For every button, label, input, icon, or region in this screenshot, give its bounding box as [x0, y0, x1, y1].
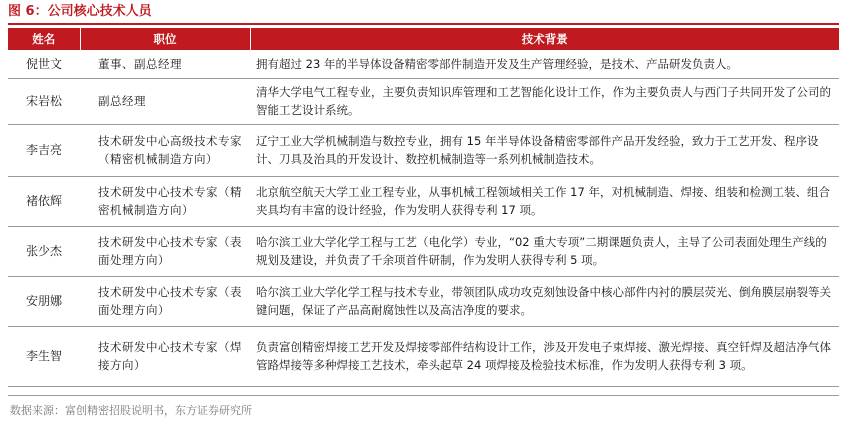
table-row [8, 176, 839, 226]
cell-position: 董事、副总经理 [80, 50, 250, 78]
table-header-row [8, 28, 839, 50]
cell-background: 哈尔滨工业大学化学工程与技术专业，带领团队成功攻克刻蚀设备中核心部件内衬的膜层荧光、倒角膜层崩裂等关键问题，保证了产品高耐腐蚀性以及高洁净度的要求。 [250, 276, 839, 326]
title-rule [8, 23, 839, 25]
figure-title: 图 6：公司核心技术人员 [8, 4, 152, 19]
cell-name: 李生智 [8, 326, 80, 386]
cell-background: 北京航空航天大学工业工程专业，从事机械工程领域相关工作 17 年，对机械制造、焊接、组装和检测工装、组合夹具均有丰富的设计经验，作为发明人获得专利 17 项。 [250, 176, 839, 226]
header-background: 技术背景 [250, 28, 839, 50]
cell-background: 负责富创精密焊接工艺开发及焊接零部件结构设计工作，涉及开发电子束焊接、激光焊接、真空钎焊及超洁净气体管路焊接等多种焊接工艺技术，牵头起草 24 项焊接及检验技术标准，作为发明人获得专利 3 项。 [250, 326, 839, 386]
cell-background: 清华大学电气工程专业，主要负责知识库管理和工艺智能化设计工作，作为主要负责人与西门子共同开发了公司的智能工艺设计系统。 [250, 78, 839, 124]
cell-name: 宋岩松 [8, 78, 80, 124]
cell-position: 技术研发中心技术专家（表面处理方向） [80, 276, 250, 326]
cell-position: 副总经理 [80, 78, 250, 124]
cell-name: 李吉亮 [8, 124, 80, 176]
cell-background: 哈尔滨工业大学化学工程与工艺（电化学）专业，“02 重大专项”二期课题负责人，主导了公司表面处理生产线的规划及建设，并负责了千余项首件研制，作为发明人获得专利 5 项。 [250, 226, 839, 276]
table-row [8, 326, 839, 386]
table-row [8, 124, 839, 176]
cell-name: 倪世文 [8, 50, 80, 78]
table-row [8, 50, 839, 78]
cell-position: 技术研发中心技术专家（精密机械制造方向） [80, 176, 250, 226]
cell-position: 技术研发中心技术专家（焊接方向） [80, 326, 250, 386]
cell-name: 褚依辉 [8, 176, 80, 226]
cell-position: 技术研发中心技术专家（表面处理方向） [80, 226, 250, 276]
core-staff-table [8, 28, 839, 387]
cell-background: 辽宁工业大学机械制造与数控专业，拥有 15 年半导体设备精密零部件产品开发经验，致力于工艺开发、程序设计、刀具及治具的开发设计、数控机械制造等一系列机械制造技术。 [250, 124, 839, 176]
cell-background: 拥有超过 23 年的半导体设备精密零部件制造开发及生产管理经验，是技术、产品研发负责人。 [250, 50, 839, 78]
cell-name: 张少杰 [8, 226, 80, 276]
table-row [8, 226, 839, 276]
cell-position: 技术研发中心高级技术专家（精密机械制造方向） [80, 124, 250, 176]
cell-name: 安朋娜 [8, 276, 80, 326]
source-note: 数据来源：富创精密招股说明书，东方证券研究所 [10, 404, 252, 417]
table-row [8, 276, 839, 326]
table-row [8, 78, 839, 124]
header-position: 职位 [80, 28, 250, 50]
header-name: 姓名 [8, 28, 80, 50]
bottom-rule [8, 395, 839, 396]
